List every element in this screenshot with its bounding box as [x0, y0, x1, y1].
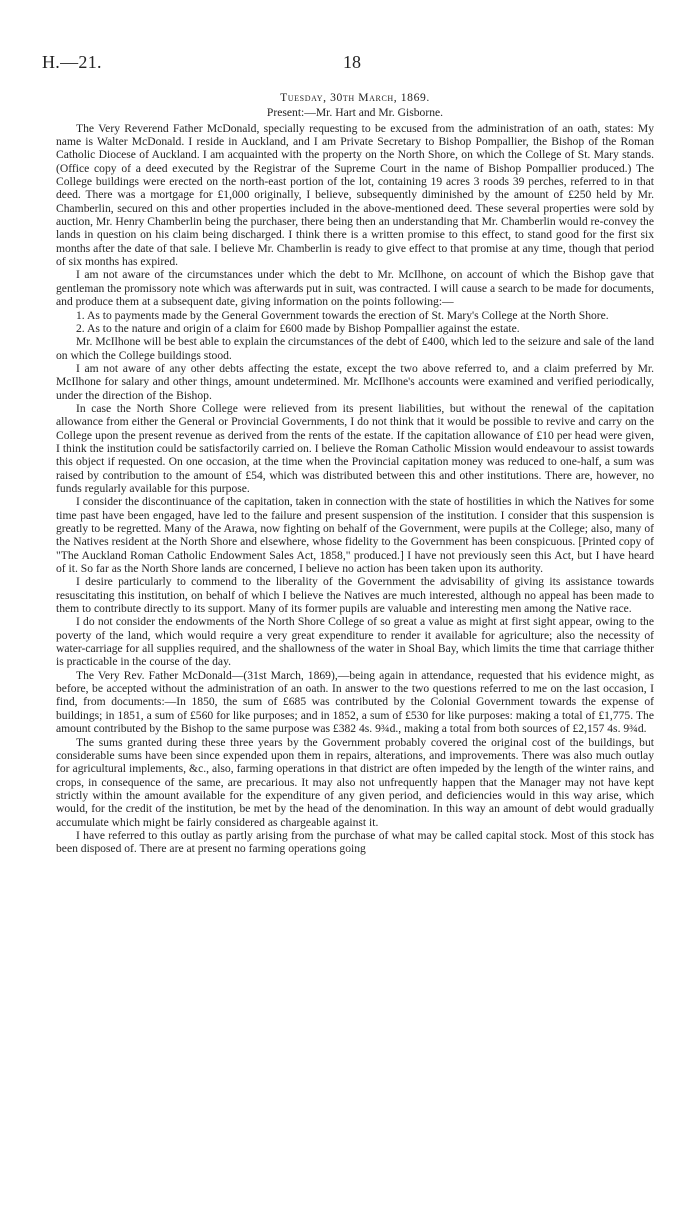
paragraph: Mr. McIlhone will be best able to explain the circumstances of the debt of £400, which led to the seizure and sale of the land on which the College buildings stood.	[56, 335, 654, 362]
document-body	[56, 91, 654, 856]
paragraph: I consider the discontinuance of the capitation, taken in connection with the state of hostilities in which the Natives for some time past have been engaged, have led to the failure and present suspension of the institution. I consider that this suspension is greatly to be regretted. Many of the Arawa, now fighting on behalf of the Government, were pupils at the College; also, many of the Natives resident at the North Shore and elsewhere, whose fidelity to the Government has been conspicuous. [Printed copy of "The Auckland Roman Catholic Endowment Sales Act, 1858," produced.] I have not previously seen this Act, but I have heard of it. So far as the North Shore lands are concerned, I believe no action has been taken upon its authority.	[56, 495, 654, 576]
paragraph: I am not aware of the circumstances under which the debt to Mr. McIlhone, on account of which the Bishop gave that gentleman the promissory note which was afterwards put in suit, was contracted. I will cause a search to be made for documents, and produce them at a subsequent date, giving information on the points following:—	[56, 268, 654, 309]
page-number: 18	[343, 52, 361, 72]
list-item: 2. As to the nature and origin of a claim for £600 made by Bishop Pompallier against the estate.	[76, 321, 520, 335]
paragraph: In case the North Shore College were relieved from its present liabilities, but without the renewal of the capitation allowance from either the General or Provincial Governments, I do not think that it would be possible to revive and carry on the College upon the present revenue as derived from the rents of the estate. If the capitation allowance of £10 per head were given, I think the institution could be satisfactorily carried on. I believe the Roman Catholic Mission would endeavour to assist towards this object if requested. On one occasion, at the time when the Provincial capitation money was reduced to one-half, a sum was raised by contribution to the amount of £54, which was distributed between this and other institutions. There are, however, no funds regularly available for this purpose.	[56, 401, 654, 495]
paragraph: I have referred to this outlay as partly arising from the purchase of what may be called capital stock. Most of this stock has been disposed of. There are at present no farming operations going	[56, 828, 654, 856]
paragraph: I am not aware of any other debts affecting the estate, except the two above referred to, and a claim preferred by Mr. McIlhone for salary and other things, amount undetermined. Mr. McIlhone's accounts were examined and verified periodically, under the direction of the Bishop.	[56, 361, 654, 402]
paragraph: I do not consider the endowments of the North Shore College of so great a value as might at first sight appear, owing to the poverty of the land, which would require a very great expenditure to render it available for agriculture; also the necessity of water-carriage for all supplies required, and the shallowness of the water in Shoal Bay, which limits the time that carriage thither is practicable in the course of the day.	[56, 615, 654, 669]
paragraph: The Very Rev. Father McDonald—(31st March, 1869),—being again in attendance, requested that his evidence might, as before, be accepted without the administration of an oath. In answer to the two questions referred to me on the last occasion, I find, from documents:—In 1850, the sum of £685 was contributed by the Colonial Government towards the expense of buildings; in 1851, a sum of £560 for like purposes; and in 1852, a sum of £530 for like purposes: making a total of £1,775. The amount contributed by the Bishop to the same purpose was £382 4s. 9¾d., making a total from both sources of £2,157 4s. 9¾d.	[56, 668, 654, 736]
present-line: Present:—Mr. Hart and Mr. Gisborne.	[266, 106, 444, 120]
paragraph: The sums granted during these three years by the Government probably covered the original cost of the buildings, but considerable sums have been since expended upon them in repairs, alterations, and improvements. There was also much outlay for agricultural implements, &c., also, farming operations in that district are often impeded by the length of the winter rains, and crops, in consequence of the same, are precarious. It may also not unfrequently happen that the Manager may not have kept strictly within the amount available for the expenditure of any given period, and deficiencies would in this way arise, which would, for the credit of the institution, be met by the head of the denomination. In this way an amount of debt would gradually accumulate which might be fairly considered as chargeable against it.	[56, 735, 654, 829]
paragraph: The Very Reverend Father McDonald, specially requesting to be excused from the administration of an oath, states: My name is Walter McDonald. I reside in Auckland, and I am Private Secretary to Bishop Pompallier, the Bishop of the Roman Catholic Diocese of Auckland. I am acquainted with the property on the North Shore, on which the College of St. Mary stands. (Office copy of a deed executed by the Registrar of the Supreme Court in the name of Bishop Pompallier produced.) The College buildings were erected on the north-east portion of the lot, containing 19 acres 3 roods 39 perches, referred to in that deed. There was a mortgage for £1,000 originally, I believe, subsequently diminished by the amount of £250 held by Mr. Chamberlin, secured on this and other properties included in the above-mentioned deed. These several properties were sold by auction, Mr. Henry Chamberlin being the purchaser, there being then an understanding that Mr. Chamberlin would re-convey the lands in question on his claim being discharged. I think there is a written promise to this effect, to stand good for the first six months after the date of that sale. I believe Mr. Chamberlin is ready to give effect to that promise at any time, though that period of six months has expired.	[56, 121, 654, 269]
date-heading: Tuesday, 30th March, 1869.	[280, 91, 430, 104]
paragraph: I desire particularly to commend to the liberality of the Government the advisability of giving its assistance towards resuscitating this institution, on behalf of which I believe the Natives are much interested, although no appeal has been made to them to contribute directly to its support. Many of its former pupils are valuable and interesting men among the Native race.	[56, 575, 654, 616]
document-id: H.—21.	[42, 52, 102, 72]
list-item: 1. As to payments made by the General Government towards the erection of St. Mary's College at the North Shore.	[76, 308, 609, 322]
